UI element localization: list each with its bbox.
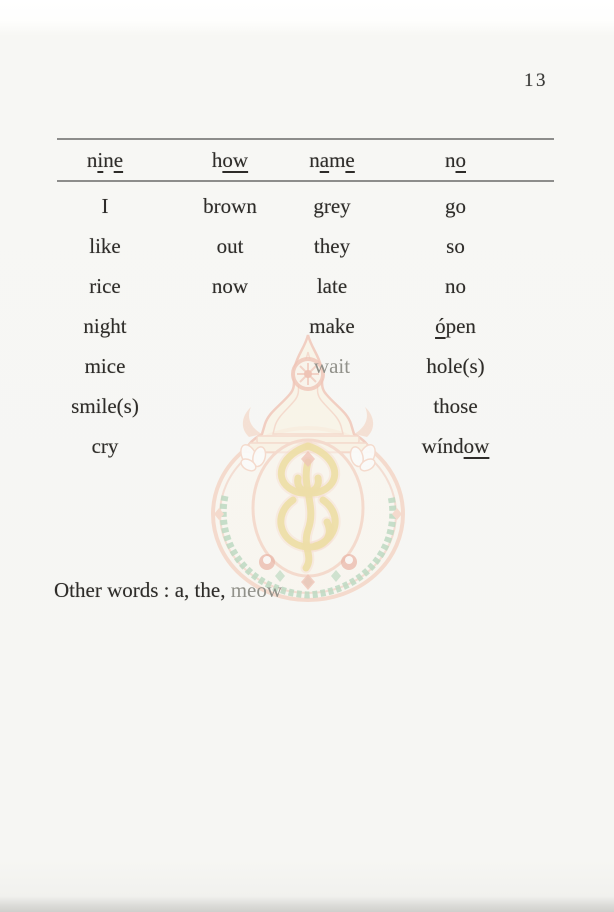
word-cell bbox=[307, 426, 357, 466]
text-segment: I bbox=[101, 193, 109, 218]
text-segment: rice bbox=[89, 273, 121, 298]
text-segment: wínd bbox=[421, 433, 464, 458]
text-segment: go bbox=[445, 193, 466, 218]
word-cell bbox=[307, 386, 357, 426]
text-segment: like bbox=[89, 233, 121, 258]
text-segment: cry bbox=[91, 433, 119, 458]
other-words-note bbox=[54, 578, 282, 603]
word-cell bbox=[57, 386, 153, 426]
page-number: 13 bbox=[524, 70, 548, 91]
word-cell bbox=[57, 186, 153, 226]
word-cell bbox=[357, 266, 554, 306]
text-segment: n bbox=[103, 147, 114, 172]
text-segment: they bbox=[313, 233, 351, 258]
text-segment: h bbox=[211, 147, 223, 172]
text-segment: ó bbox=[435, 313, 446, 338]
text-segment: no bbox=[445, 273, 466, 298]
word-cell bbox=[357, 426, 554, 466]
text-segment: m bbox=[329, 147, 346, 172]
word-cell bbox=[307, 186, 357, 226]
text-segment: those bbox=[433, 393, 478, 418]
column-header bbox=[307, 148, 357, 173]
word-cell bbox=[357, 226, 554, 266]
text-segment: brown bbox=[203, 193, 257, 218]
word-cell bbox=[357, 306, 554, 346]
text-segment: out bbox=[216, 233, 244, 258]
text-segment: i bbox=[97, 147, 104, 172]
word-cell bbox=[153, 426, 307, 466]
text-segment: e bbox=[113, 147, 124, 172]
word-cell bbox=[357, 186, 554, 226]
word-cell bbox=[153, 346, 307, 386]
text-segment: a bbox=[319, 147, 330, 172]
text-segment: make bbox=[309, 313, 355, 338]
word-cell bbox=[307, 306, 357, 346]
text-segment: n bbox=[445, 147, 456, 172]
column-header bbox=[153, 148, 307, 173]
text-segment: n bbox=[86, 147, 98, 172]
text-segment: Other words : a, the, bbox=[54, 578, 231, 602]
text-segment: mice bbox=[84, 353, 126, 378]
text-segment: now bbox=[211, 273, 249, 298]
word-cell bbox=[57, 226, 153, 266]
word-table bbox=[57, 138, 554, 466]
text-segment: meow bbox=[230, 578, 283, 602]
word-cell bbox=[357, 346, 554, 386]
word-cell bbox=[153, 266, 307, 306]
text-segment: hole(s) bbox=[426, 353, 485, 378]
word-cell bbox=[153, 386, 307, 426]
text-segment: n bbox=[309, 147, 320, 172]
text-segment: o bbox=[455, 147, 466, 172]
word-cell bbox=[307, 266, 357, 306]
column-header bbox=[57, 148, 153, 173]
text-segment: night bbox=[83, 313, 127, 338]
word-cell bbox=[153, 226, 307, 266]
word-cell bbox=[57, 306, 153, 346]
word-cell bbox=[153, 186, 307, 226]
text-segment: e bbox=[345, 147, 355, 172]
word-cell bbox=[57, 266, 153, 306]
text-segment: ow bbox=[463, 433, 490, 458]
text-segment: wait bbox=[313, 353, 351, 378]
table-body bbox=[57, 182, 554, 466]
column-header bbox=[357, 148, 554, 173]
word-cell bbox=[307, 226, 357, 266]
table-header-row bbox=[57, 138, 554, 182]
word-cell bbox=[357, 386, 554, 426]
text-segment: so bbox=[446, 233, 465, 258]
word-cell bbox=[153, 306, 307, 346]
word-cell bbox=[307, 346, 357, 386]
word-cell bbox=[57, 346, 153, 386]
text-segment: pen bbox=[445, 313, 476, 338]
text-segment: grey bbox=[313, 193, 351, 218]
text-segment: late bbox=[316, 273, 348, 298]
word-cell bbox=[57, 426, 153, 466]
text-segment: smile(s) bbox=[71, 393, 139, 418]
text-segment: ow bbox=[222, 147, 249, 172]
